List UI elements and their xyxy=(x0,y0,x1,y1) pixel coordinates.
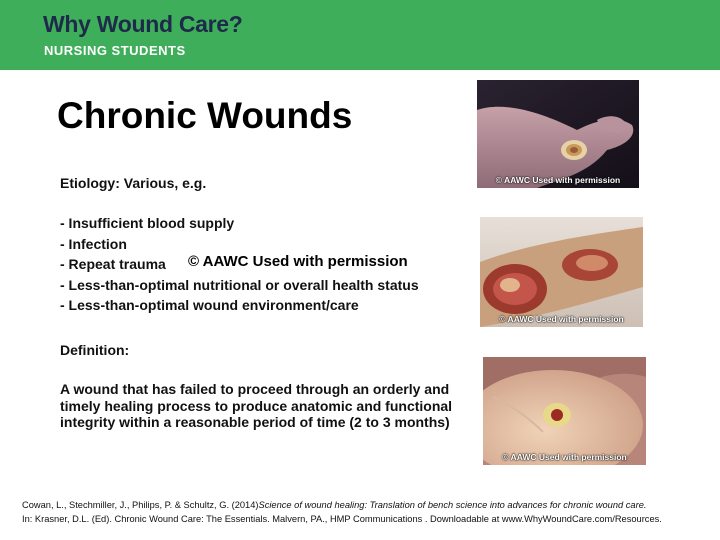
heel-ulcer-photo xyxy=(483,357,646,465)
citation-authors: Cowan, L., Stechmiller, J., Philips, P. & Schultz, G. (2014) xyxy=(22,500,259,510)
leg-wound-image xyxy=(480,217,643,327)
definition-label: Definition: xyxy=(60,342,130,358)
list-item: - Less-than-optimal nutritional or overall health status xyxy=(60,276,419,293)
photo-caption: © AAWC Used with permission xyxy=(499,314,624,324)
slide-title: Chronic Wounds xyxy=(57,95,353,136)
citation xyxy=(22,498,712,526)
citation-line-2: In: Krasner, D.L. (Ed). Chronic Wound Care: The Essentials. Malvern, PA., HMP Communications . Downloadable at www.WhyWoundCare.com/Resources. xyxy=(22,514,662,524)
header-banner xyxy=(0,0,720,70)
photo-caption: © AAWC Used with permission xyxy=(495,175,621,185)
heel-ulcer-image xyxy=(483,357,646,465)
list-item: - Insufficient blood supply xyxy=(60,215,235,231)
foot-ulcer-image xyxy=(477,80,639,188)
brand-subtitle: NURSING STUDENTS xyxy=(44,43,186,58)
leg-wound-photo xyxy=(480,217,643,327)
etiology-label: Etiology: Various, e.g. xyxy=(60,175,207,191)
list-item: - Infection xyxy=(60,235,127,252)
foot-ulcer-photo xyxy=(477,80,639,188)
list-item: - Repeat trauma xyxy=(60,256,166,272)
brand-title: Why Wound Care? xyxy=(43,11,243,37)
citation-line-1 xyxy=(22,498,712,512)
inline-credit: © AAWC Used with permission xyxy=(188,253,408,270)
list-item: - Less-than-optimal wound environment/care xyxy=(60,297,359,313)
definition-text: A wound that has failed to proceed through an orderly and timely healing process to produce anatomic and functional integrity within a reasonable period of time (2 to 3 months) xyxy=(60,381,453,430)
photo-caption: © AAWC Used with permission xyxy=(502,452,627,462)
citation-title: Science of wound healing: Translation of bench science into advances for chronic wound care. xyxy=(258,500,647,510)
